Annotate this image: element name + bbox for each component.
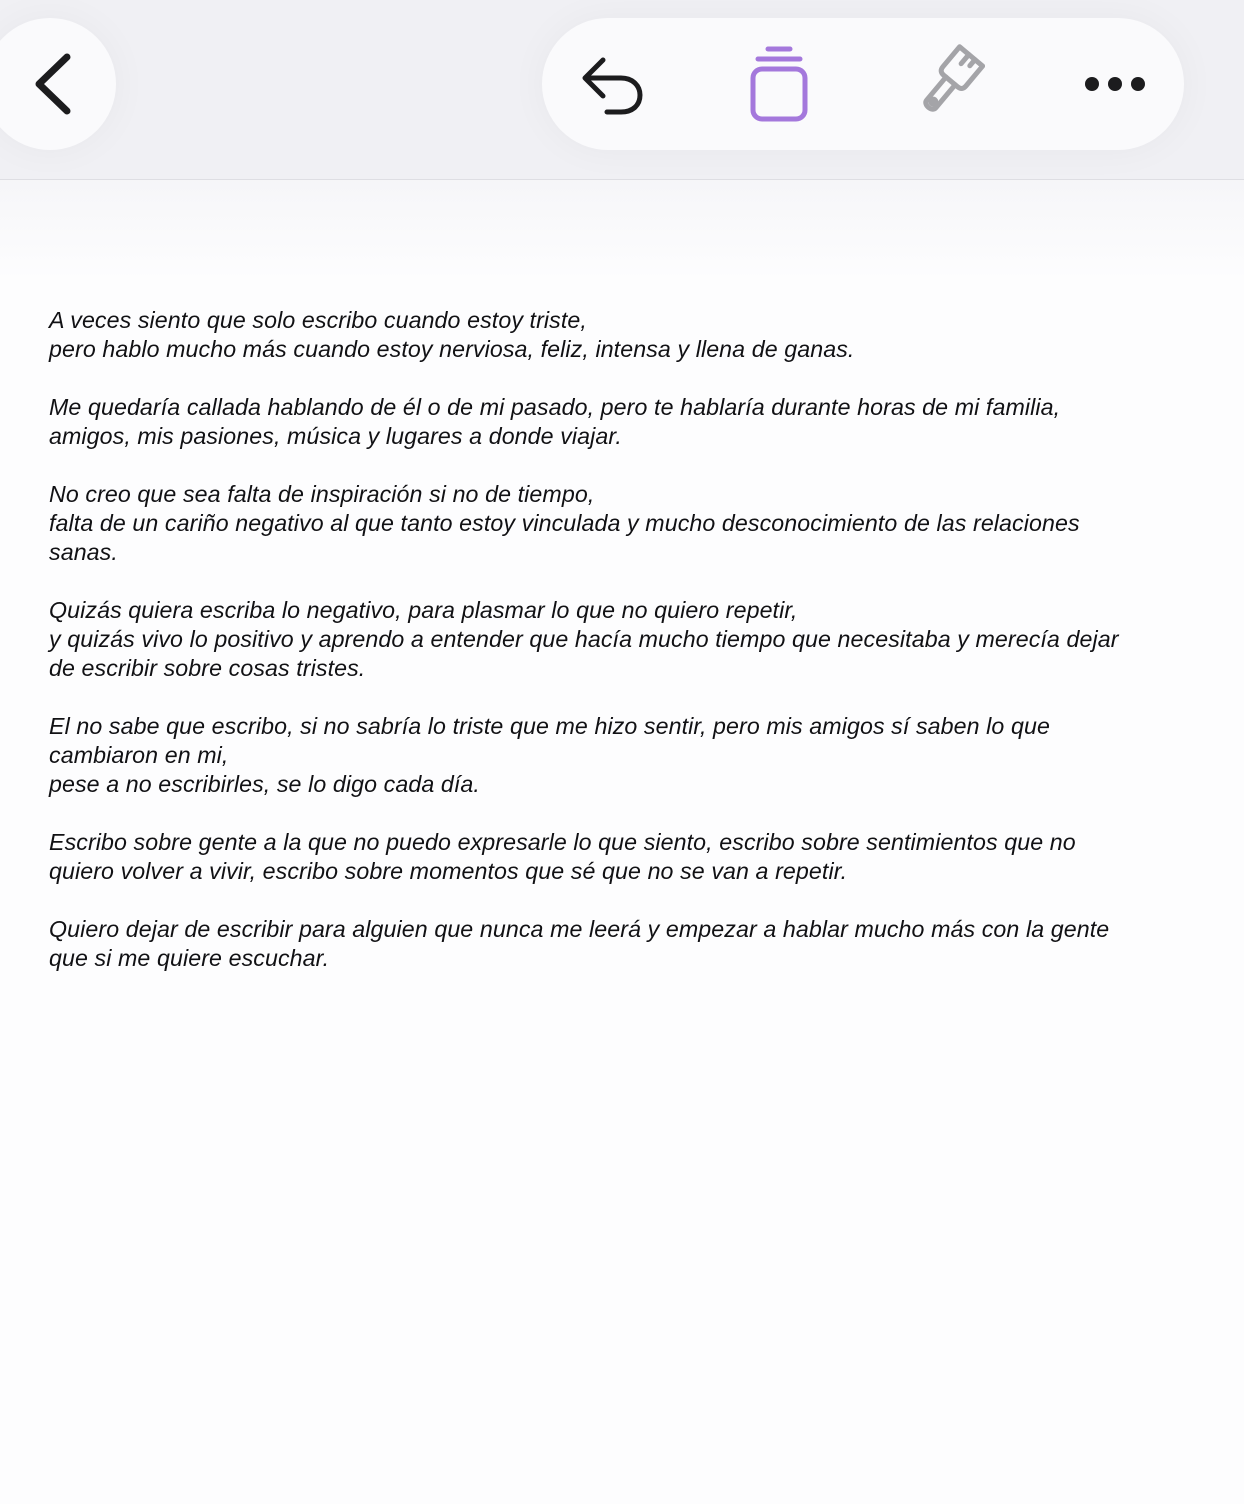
- text-format-icon: [748, 44, 810, 124]
- chevron-left-icon: [33, 53, 73, 115]
- note-paragraph-2: Me quedaría callada hablando de él o de mi pasado, pero te hablaría durante horas de mi familia, amigos, mis pasiones, música y lugares a donde viajar.: [49, 394, 1061, 449]
- note-paragraph-6: Escribo sobre gente a la que no puedo expresarle lo que siento, escribo sobre sentimientos que no quiero volver a vivir, escribo sobre momentos que sé que no se van a repetir.: [49, 829, 1076, 884]
- back-button[interactable]: [0, 18, 116, 150]
- toolbar-actions: [542, 18, 1184, 150]
- paintbrush-button[interactable]: [893, 18, 1003, 150]
- format-button[interactable]: [724, 18, 834, 150]
- undo-button[interactable]: [557, 18, 667, 150]
- note-paragraph-4: Quizás quiera escriba lo negativo, para plasmar lo que no quiero repetir, y quizás vivo lo positivo y aprendo a entender que hacía mucho tiempo que necesitaba y merecía dejar de escribir sobre cosas tristes.: [49, 597, 1119, 681]
- note-paragraph-7: Quiero dejar de escribir para alguien que nunca me leerá y empezar a hablar mucho más con la gente que si me quiere escuchar.: [49, 916, 1110, 971]
- note-body[interactable]: [49, 306, 1139, 1002]
- note-paragraph-5: El no sabe que escribo, si no sabría lo triste que me hizo sentir, pero mis amigos sí saben lo que cambiaron en mi, pese a no escribirles, se lo digo cada día.: [49, 713, 1050, 797]
- toolbar: [0, 0, 1244, 180]
- paintbrush-icon: [911, 44, 985, 124]
- more-button[interactable]: [1060, 18, 1170, 150]
- note-paragraph-1: A veces siento que solo escribo cuando estoy triste, pero hablo mucho más cuando estoy nerviosa, feliz, intensa y llena de ganas.: [49, 307, 855, 362]
- more-horizontal-icon: [1083, 74, 1147, 94]
- note-paragraph-3: No creo que sea falta de inspiración si no de tiempo, falta de un cariño negativo al que tanto estoy vinculada y mucho desconocimiento de las relaciones sanas.: [49, 481, 1080, 565]
- toolbar-shadow: [0, 180, 1244, 280]
- undo-icon: [577, 52, 647, 116]
